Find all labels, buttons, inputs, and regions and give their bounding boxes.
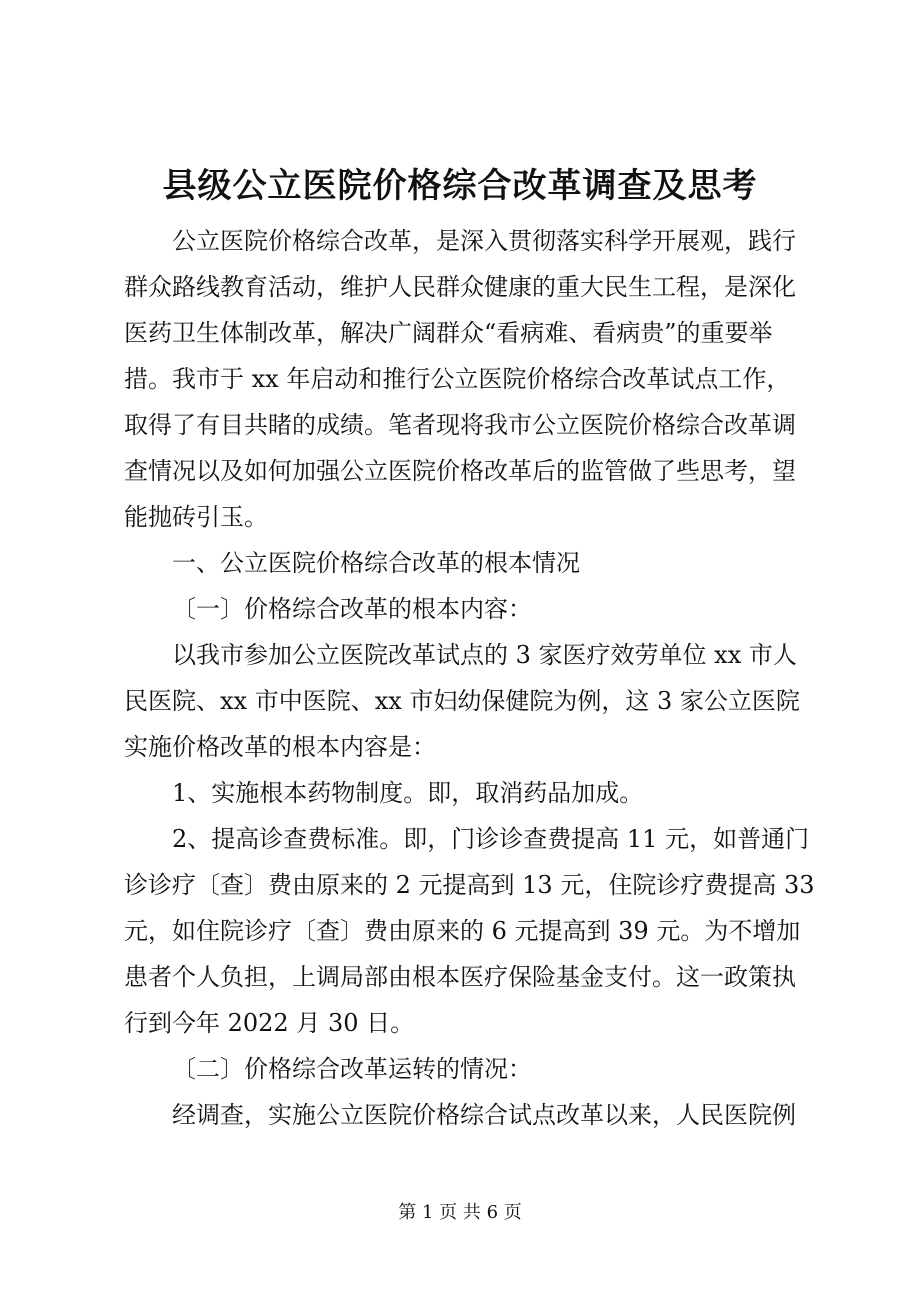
text-line: 民医院、xx 市中医院、xx 市妇幼保健院为例，这 3 家公立医院 <box>124 687 800 715</box>
text-line: 能抛砖引玉。 <box>124 503 268 531</box>
text-line: 取得了有目共睹的成绩。笔者现将我市公立医院价格综合改革调 <box>124 411 796 439</box>
text-line: 医药卫生体制改革，解决广阔群众“看病难、看病贵”的重要举 <box>124 319 773 347</box>
document-title: 县级公立医院价格综合改革调查及思考 <box>162 166 758 206</box>
text-line: 实施价格改革的根本内容是： <box>124 733 436 761</box>
text-line: 诊诊疗〔查〕费由原来的 2 元提高到 13 元，住院诊疗费提高 33 <box>124 871 814 899</box>
text-line: 经调查，实施公立医院价格综合试点改革以来，人民医院例 <box>172 1101 796 1129</box>
text-line: 患者个人负担，上调局部由根本医疗保险基金支付。这一政策执 <box>124 963 796 991</box>
list-item: 2、提高诊查费标准。即，门诊诊查费提高 11 元，如普通门 <box>172 825 810 853</box>
list-item: 1、实施根本药物制度。即，取消药品加成。 <box>172 779 644 807</box>
document-body <box>124 218 814 1138</box>
section-heading: 一、公立医院价格综合改革的根本情况 <box>172 549 580 577</box>
text-line: 措。我市于 xx 年启动和推行公立医院价格综合改革试点工作， <box>124 365 791 393</box>
text-line: 公立医院价格综合改革，是深入贯彻落实科学开展观，践行 <box>172 227 796 255</box>
text-line: 查情况以及如何加强公立医院价格改革后的监管做了些思考，望 <box>124 457 796 485</box>
text-line: 群众路线教育活动，维护人民群众健康的重大民生工程，是深化 <box>124 273 796 301</box>
text-line: 行到今年 2022 月 30 日。 <box>124 1009 415 1037</box>
page-footer <box>0 1200 920 1226</box>
page-number-label: 第 1 页 共 6 页 <box>398 1202 522 1223</box>
subsection-heading: 〔一〕价格综合改革的根本内容： <box>172 595 532 623</box>
subsection-heading: 〔二〕价格综合改革运转的情况： <box>172 1055 532 1083</box>
text-line: 以我市参加公立医院改革试点的 3 家医疗效劳单位 xx 市人 <box>172 641 797 669</box>
text-line: 元，如住院诊疗〔查〕费由原来的 6 元提高到 39 元。为不增加 <box>124 917 801 945</box>
